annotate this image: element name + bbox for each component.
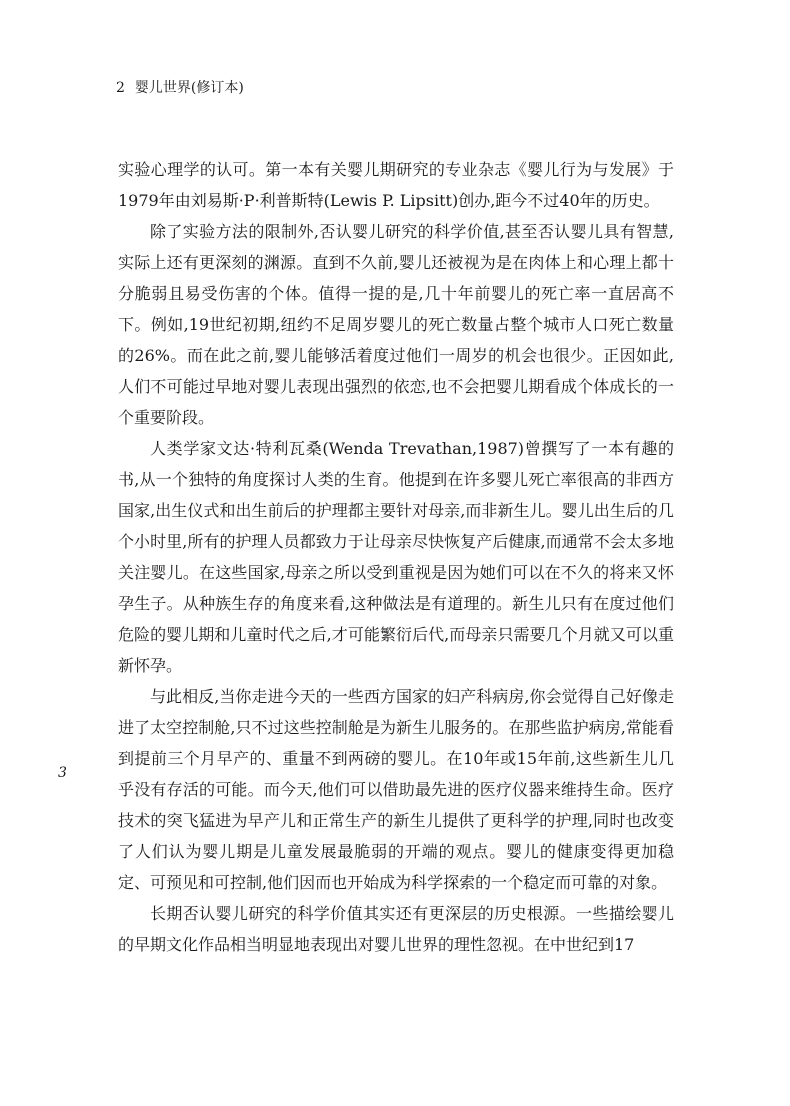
- margin-page-reference: 3: [58, 765, 67, 781]
- paragraph: 与此相反,当你走进今天的一些西方国家的妇产科病房,你会觉得自己好像走进了太空控制舱,只不过这些控制舱是为新生儿服务的。在那些监护病房,常能看到提前三个月早产的、重量不到两磅的婴儿。在10年或15年前,这些新生儿几乎没有存活的可能。而今天,他们可以借助最先进的医疗仪器来维持生命。医疗技术的突飞猛进为早产儿和正常生产的新生儿提供了更科学的护理,同时也改变了人们认为婴儿期是儿童发展最脆弱的开端的观点。婴儿的健康变得更加稳定、可预见和可控制,他们因而也开始成为科学探索的一个稳定而可靠的对象。: [118, 687, 674, 892]
- page-number: 2: [116, 80, 125, 96]
- body-text: [118, 154, 674, 960]
- paragraph-continuation: 实验心理学的认可。第一本有关婴儿期研究的专业杂志《婴儿行为与发展》于1979年由刘易斯·P·利普斯特(Lewis P. Lipsitt)创办,距今不过40年的历史。: [118, 160, 674, 210]
- running-header: [116, 78, 244, 98]
- paragraph: 人类学家文达·特利瓦桑(Wenda Trevathan,1987)曾撰写了一本有趣的书,从一个独特的角度探讨人类的生育。他提到在许多婴儿死亡率很高的非西方国家,出生仪式和出生前后的护理都主要针对母亲,而非新生儿。婴儿出生后的几个小时里,所有的护理人员都致力于让母亲尽快恢复产后健康,而通常不会太多地关注婴儿。在这些国家,母亲之所以受到重视是因为她们可以在不久的将来又怀孕生子。从种族生存的角度来看,这种做法是有道理的。新生儿只有在度过他们危险的婴儿期和儿童时代之后,才可能繁衍后代,而母亲只需要几个月就又可以重新怀孕。: [118, 439, 674, 675]
- paragraph: 长期否认婴儿研究的科学价值其实还有更深层的历史根源。一些描绘婴儿的早期文化作品相当明显地表现出对婴儿世界的理性忽视。在中世纪到17: [118, 904, 674, 954]
- book-title: 婴儿世界(修订本): [134, 80, 244, 96]
- paragraph: 除了实验方法的限制外,否认婴儿研究的科学价值,甚至否认婴儿具有智慧,实际上还有更深刻的渊源。直到不久前,婴儿还被视为是在肉体上和心理上都十分脆弱且易受伤害的个体。值得一提的是,几十年前婴儿的死亡率一直居高不下。例如,19世纪初期,纽约不足周岁婴儿的死亡数量占整个城市人口死亡数量的26%。而在此之前,婴儿能够活着度过他们一周岁的机会也很少。正因如此,人们不可能过早地对婴儿表现出强烈的依恋,也不会把婴儿期看成个体成长的一个重要阶段。: [118, 222, 674, 427]
